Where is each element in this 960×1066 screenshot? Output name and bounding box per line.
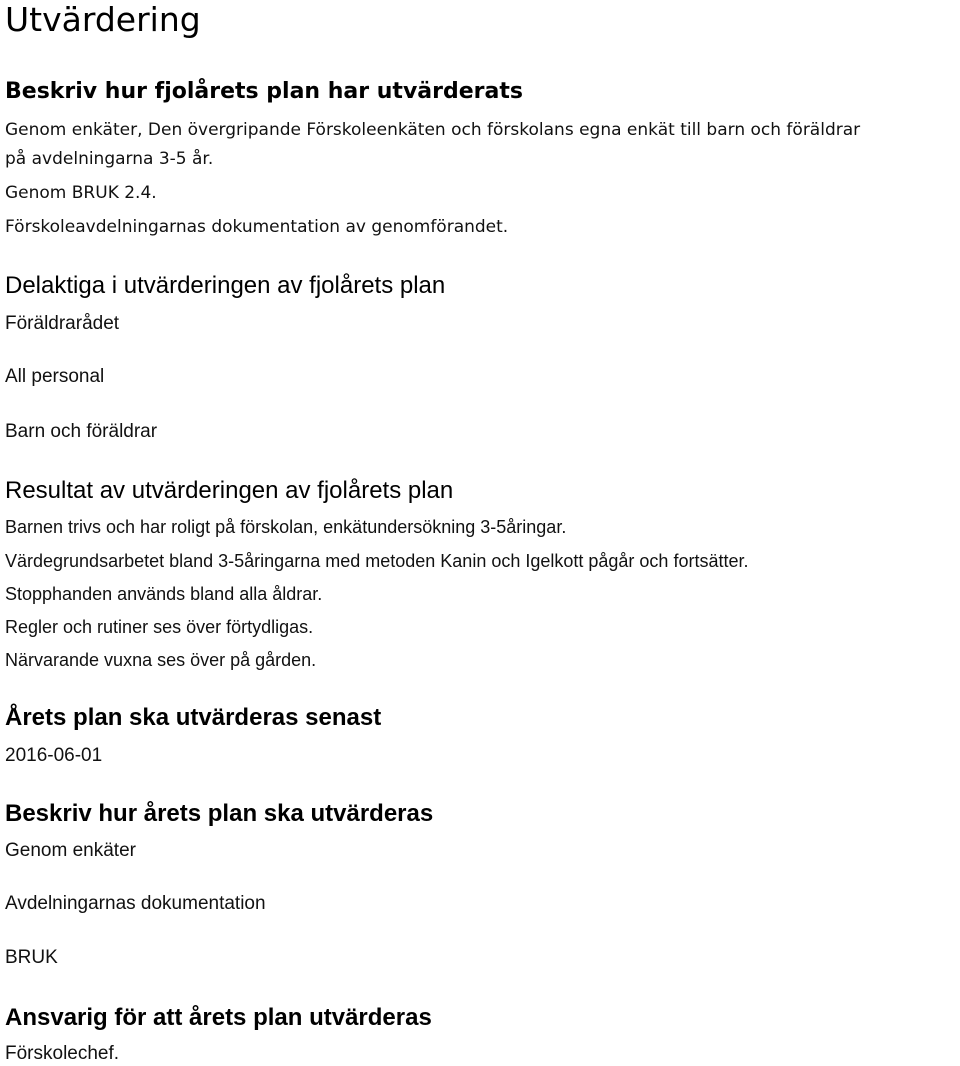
paragraph-line: Genom BRUK 2.4. bbox=[5, 183, 157, 203]
result-line: Närvarande vuxna ses över på gården. bbox=[5, 650, 317, 670]
paragraph-line: Förskoleavdelningarnas dokumentation av genomförandet. bbox=[5, 217, 509, 237]
list-item: Avdelningarnas dokumentation bbox=[5, 893, 266, 914]
section-heading-deadline: Årets plan ska utvärderas senast bbox=[5, 704, 382, 731]
section-heading-results: Resultat av utvärderingen av fjolårets plan bbox=[5, 477, 454, 504]
section-heading-participants: Delaktiga i utvärderingen av fjolårets plan bbox=[5, 272, 446, 299]
paragraph-line: på avdelningarna 3-5 år. bbox=[5, 149, 214, 169]
result-line: Regler och rutiner ses över förtydligas. bbox=[5, 617, 314, 637]
result-line: Värdegrundsarbetet bland 3-5åringarna med metoden Kanin och Igelkott pågår och fortsätter. bbox=[5, 551, 749, 571]
list-item: Genom enkäter bbox=[5, 840, 136, 861]
section-heading-plan-evaluation: Beskriv hur årets plan ska utvärderas bbox=[5, 800, 434, 827]
page-title: Utvärdering bbox=[5, 0, 201, 39]
list-item: Föräldrarådet bbox=[5, 313, 120, 334]
list-item: All personal bbox=[5, 366, 105, 387]
list-item: Barn och föräldrar bbox=[5, 421, 158, 442]
result-line: Stopphanden används bland alla åldrar. bbox=[5, 584, 323, 604]
section-heading-evaluation-method: Beskriv hur fjolårets plan har utvärderats bbox=[5, 79, 523, 104]
list-item: BRUK bbox=[5, 947, 58, 968]
deadline-date: 2016-06-01 bbox=[5, 745, 103, 766]
section-heading-responsible: Ansvarig för att årets plan utvärderas bbox=[5, 1004, 432, 1031]
paragraph-line: Genom enkäter, Den övergripande Förskoleenkäten och förskolans egna enkät till barn och föräldrar bbox=[5, 120, 861, 140]
result-line: Barnen trivs och har roligt på förskolan, enkätundersökning 3-5åringar. bbox=[5, 517, 567, 537]
responsible-person: Förskolechef. bbox=[5, 1043, 120, 1064]
